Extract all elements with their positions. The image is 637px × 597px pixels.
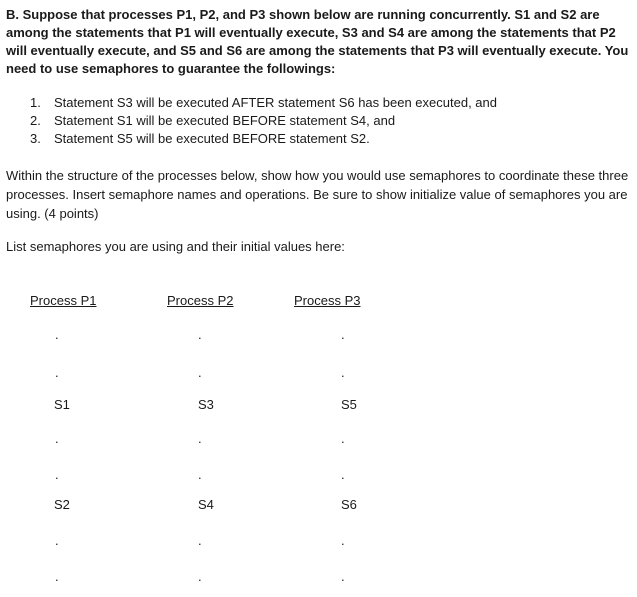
placeholder-dot: . — [198, 533, 202, 548]
placeholder-dot: . — [341, 365, 345, 380]
placeholder-dot: . — [341, 569, 345, 584]
statement-s6: S6 — [341, 497, 357, 512]
placeholder-dot: . — [341, 431, 345, 446]
requirement-item — [30, 112, 497, 130]
placeholder-dot: . — [55, 431, 59, 446]
placeholder-dot: . — [198, 365, 202, 380]
requirement-number: 2. — [30, 113, 41, 128]
instructions-paragraph: Within the structure of the processes below, show how you would use semaphores to coordinate these three processes. Insert semaphore names and operations. Be sure to show initialize value of semaphores you are using. (4 points) — [6, 168, 629, 221]
placeholder-dot: . — [341, 327, 345, 342]
placeholder-dot: . — [198, 431, 202, 446]
semaphore-list-prompt: List semaphores you are using and their initial values here: — [6, 239, 345, 254]
statement-s1: S1 — [54, 397, 70, 412]
requirement-item — [30, 130, 497, 148]
requirement-number: 3. — [30, 131, 41, 146]
statement-s2: S2 — [54, 497, 70, 512]
placeholder-dot: . — [55, 327, 59, 342]
requirements-list — [30, 94, 497, 148]
statement-s5: S5 — [341, 397, 357, 412]
placeholder-dot: . — [198, 569, 202, 584]
requirement-number: 1. — [30, 95, 41, 110]
placeholder-dot: . — [341, 533, 345, 548]
placeholder-dot: . — [198, 327, 202, 342]
placeholder-dot: . — [341, 467, 345, 482]
requirement-text: Statement S1 will be executed BEFORE statement S4, and — [54, 113, 396, 128]
placeholder-dot: . — [55, 365, 59, 380]
statement-s4: S4 — [198, 497, 214, 512]
placeholder-dot: . — [198, 467, 202, 482]
requirement-item — [30, 94, 497, 112]
problem-intro: B. Suppose that processes P1, P2, and P3 shown below are running concurrently. S1 and S2 are among the statements that P1 will eventually execute, S3 and S4 are among the statements that P2 will eventually execute, and S5 and S6 are among the statements that P3 will eventually execute. You need to use semaphores to guarantee the followings: — [6, 7, 629, 76]
process-p2-title: Process P2 — [167, 293, 234, 308]
placeholder-dot: . — [55, 467, 59, 482]
process-p1-column — [30, 292, 150, 592]
process-p1-title: Process P1 — [30, 293, 97, 308]
process-p3-title: Process P3 — [294, 293, 361, 308]
process-p3-column — [294, 292, 414, 592]
placeholder-dot: . — [55, 533, 59, 548]
process-p2-column — [167, 292, 287, 592]
requirement-text: Statement S5 will be executed BEFORE statement S2. — [54, 131, 370, 146]
placeholder-dot: . — [55, 569, 59, 584]
statement-s3: S3 — [198, 397, 214, 412]
requirement-text: Statement S3 will be executed AFTER statement S6 has been executed, and — [54, 95, 497, 110]
